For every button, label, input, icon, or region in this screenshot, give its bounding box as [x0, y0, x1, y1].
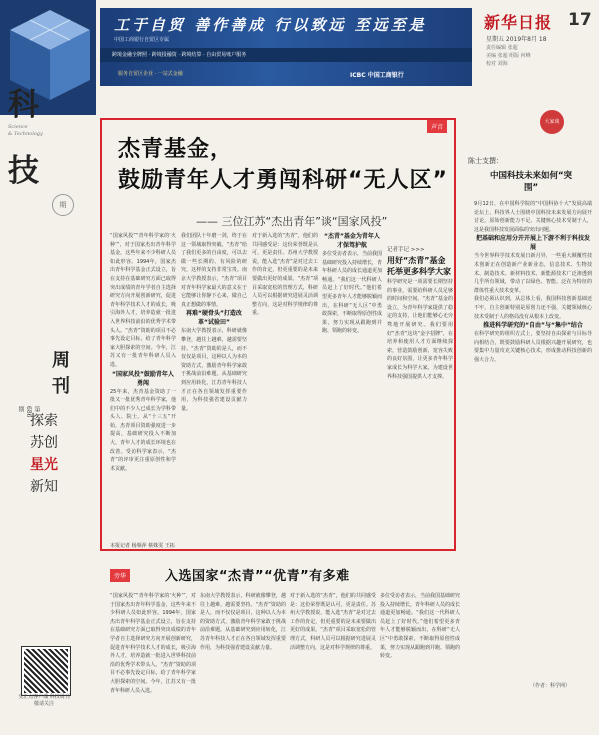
page-number: 17	[568, 10, 592, 30]
article-column-4	[322, 232, 382, 538]
bottom-col-3	[290, 592, 376, 728]
char-ji: 技	[8, 153, 39, 189]
bottom-col-2	[200, 592, 286, 728]
editor-text: 科学研究是一项需要长期坚持的事业，需要给科研人员足够的时间和空间。“杰青”基金的设立，为青年科学家提供了稳定的支持，让他们能够心无旁骛地开展研究。我们要用好“杰青”这块“金字招牌”，在培养和使用人才方面继续探索，营造鼓励创新、宽容失败的良好氛围，让更多青年科学家成长为科学大家，为建设世界科技强国提供人才支撑。	[387, 279, 453, 380]
banner-strip-text: 跨境金融全牌照 · 跨境投融资 · 跨境结算 · 自由贸易账户服务	[112, 52, 247, 58]
side-signature: （作者：科学网）	[530, 683, 571, 689]
right-column	[468, 110, 594, 690]
article-byline: 本报记者 杨频萍 蔡姝雯 王拓	[110, 543, 175, 549]
meta-editor: 责任编辑 张超	[486, 45, 518, 51]
side-text3: 我们必须认识到，从总体上看，我国科技创新基础还不牢，自主创新特别是原创力还不强，关键领域核心技术受制于人的格局没有从根本上改变。	[474, 296, 592, 320]
bottom-text-2: 东南大学教授表示，科研就像攀登，越往上越难，越需要坚持。“杰青”资助的是人，而不仅仅是项目，这种以人为本的资助方式，激励青年科学家敢于挑战前沿难题。从基础研究到应用转化，江苏青年科技人才正在各自领域发挥重要作用，为科技强省建设贡献力量。	[200, 593, 286, 651]
side-text2: 当今世界科学技术发展日新月异，一些重大颠覆性技术创新正在创造新产业新业态，信息技术、生物技术、制造技术、新材料技术、新能源技术广泛渗透到几乎所有领域，带动了以绿色、智能、泛在为特征的群体性重大技术变革。	[474, 253, 592, 294]
col2-heading: 再难“硬骨头”打造改革“试验田”	[186, 310, 242, 327]
article-subhead: —— 三位江苏“杰出青年”谈“国家风投”	[196, 215, 388, 228]
editor-column	[387, 278, 453, 538]
qr-code[interactable]	[22, 647, 70, 695]
zhoukan-label: 周刊	[52, 350, 70, 397]
article-column-2	[181, 232, 247, 538]
banner-subtitle: 中国工商银行自贸区专属	[114, 37, 170, 43]
section-en-1: Science	[8, 124, 28, 130]
qi-circle: 期	[52, 194, 74, 216]
headline-line2: 鼓励青年人才勇闯科研“无人区”	[118, 168, 448, 193]
editor-title: 用好“杰青”基金托举更多科学大家	[387, 256, 451, 276]
tag-suchuang: 苏创	[30, 435, 58, 451]
banner-slogan: 工于自贸 善作善成 行以致远 至远至是	[114, 16, 427, 34]
side-body	[474, 200, 592, 680]
editor-label: 记者手记 >>>	[387, 247, 425, 253]
article-headline	[118, 134, 448, 196]
col1-text2: 25年来，杰青基金资助了一批又一批优秀青年科学家，他们中的不少人已成长为学科带头人、院士。从“十三五”开始，杰青项目资助强度进一步提高，基础研究投入不断加大，青年人才的成长环境也在改善。受访科学家表示，“杰青”的评审更注重原创性和学术贡献。	[110, 388, 176, 472]
dajiatan-badge: 大家谈	[540, 110, 564, 134]
col1-text: “国家风投”“青年科学家的‘火种’”，对于国家杰出青年科学基金，这些年来不少科研人员如此形容。1994年，国家杰出青年科学基金正式设立，旨在支持在基础研究方面已取得突出成绩的青年学者自主选择研究方向开展创新研究，促进青年科学技术人才的成长，吸引海外人才，培养造就一批进入世界科技前沿的优秀学术带头人。“杰青”资助的项目不必事先设定目标，给了青年科学家大胆探索的空间。今年，江苏又有一批青年科研人员入选。	[110, 233, 176, 368]
bottom-col-4	[380, 592, 460, 728]
banner-strip	[100, 48, 472, 62]
banner-tag: 服务自贸区企业 · 一站式金融	[118, 71, 183, 77]
col2-text: 我们团队十年磨一剑，终于在这一领域取得突破。“杰青”给了我们更多的自由度，可以去做一些长期的、有风险的研究，这样的支持非常宝贵。南京大学教授表示，“杰青”项目对青年科学家最大的意义在于它能够让你静下心来，做自己真正想做的事情。	[181, 233, 247, 308]
col3-text: 对于新入选的“杰青”，他们的共同感受是：这份荣誉既是认可，更是责任。苏州大学教授说，能入选“杰青”是对过去工作的肯定，但更重要的是未来要做出更好的成果。“杰青”项目采取宽松的管理方式，科研人员可以根据研究进展灵活调整方向，这是对科学规律的尊重。	[252, 233, 318, 317]
char-ke: 科	[8, 87, 39, 123]
issue-date: 星期五 2019年8月 18	[486, 36, 547, 43]
article-column-1	[110, 232, 176, 538]
tag-explore: 探索	[30, 413, 58, 429]
qr-caption: 交汇点客户端 科技周刊 敬请关注	[18, 694, 70, 707]
tag-xinzhi: 新知	[30, 479, 58, 495]
side-text1: 9月12日，在中国科学院的“中国科协十大”发展高端论坛上，科技界人士围绕中国科技未来发展方向展开讨论。原始创新能力不足、关键核心技术受制于人，这是我国科技发展面临的突出问题。	[474, 201, 592, 233]
side-heading1: 把基础和应用分开开展上下游不利于科技发展	[475, 235, 590, 252]
article-column-3	[252, 232, 318, 538]
headline-line1: 杰青基金，	[118, 137, 234, 162]
bottom-headline: 入选国家“杰青”“优青”有多难	[165, 569, 350, 584]
bottom-text-4: 多位受访者表示，当前我国基础研究投入持续增长，青年科研人员的成长通道更加畅通。“我们这一代科研人员赶上了好时代。”他们希望更多青年人才能够脱颖而出，在科研“无人区”中勇敢探索，不断取得原创性成果，努力实现从跟跑到并跑、领跑的转变。	[380, 593, 460, 660]
edition-meta	[486, 36, 596, 68]
meta-design: 美编 张超 组版 何峰	[486, 53, 531, 59]
section-title	[8, 86, 86, 418]
col2-text2: 东南大学教授表示，科研就像攀登，越往上越难，越需要坚持。“杰青”资助的是人，而不仅仅是项目，这种以人为本的资助方式，激励青年科学家敢于挑战前沿难题。从基础研究到应用转化，江苏青年科技人才正在各自领域发挥重要作用，为科技强省建设贡献力量。	[181, 328, 247, 412]
meta-proof: 校对 刘海	[486, 61, 508, 67]
section-tags	[30, 410, 62, 498]
side-text4: 在科学研究的组织方式上，要坚持自由探索与目标导向相结合，既要鼓励科研人员根据兴趣开展研究，也要集中力量攻克关键核心技术，形成推动科技创新的强大合力。	[474, 331, 592, 363]
paper-logo: 新华日报	[484, 13, 553, 32]
voice-tag: 声音	[427, 120, 447, 133]
bank-logo: ICBC 中国工商银行	[350, 72, 404, 79]
tag-xingguang: 星光	[30, 457, 58, 473]
issue-number: 第686期	[17, 406, 40, 418]
bottom-text-1: “国家风投”“青年科学家的‘火种’”，对于国家杰出青年科学基金，这些年来不少科研人员如此形容。1994年，国家杰出青年科学基金正式设立，旨在支持在基础研究方面已取得突出成绩的青年学者自主选择研究方向开展创新研究，促进青年科学技术人才的成长，吸引海外人才，培养造就一批进入世界科技前沿的优秀学术带头人。“杰青”资助的项目不必事先设定目标，给了青年科学家大胆探索的空间。今年，江苏又有一批青年科研人员入选。	[110, 593, 196, 694]
editor-note	[387, 245, 453, 277]
side-title: 中国科技未来如何“突围”	[489, 171, 573, 193]
bottom-col-1	[110, 592, 196, 728]
ad-banner[interactable]	[100, 8, 472, 86]
bottom-tag: 旁华	[110, 569, 130, 582]
col3-heading: “杰青”基金为青年人才保驾护航	[324, 233, 380, 249]
col3-text2: 多位受访者表示，当前我国基础研究投入持续增长，青年科研人员的成长通道更加畅通。“我们这一代科研人员赶上了好时代。”他们希望更多青年人才能够脱颖而出，在科研“无人区”中勇敢探索，不断取得原创性成果，努力实现从跟跑到并跑、领跑的转变。	[322, 251, 382, 335]
bottom-text-3: 对于新入选的“杰青”，他们的共同感受是：这份荣誉既是认可，更是责任。苏州大学教授说，能入选“杰青”是对过去工作的肯定，但更重要的是未来要做出更好的成果。“杰青”项目采取宽松的管理方式，科研人员可以根据研究进展灵活调整方向，这是对科学规律的尊重。	[290, 593, 376, 651]
col1-heading: “国家风投”鼓励青年人勇闯	[112, 370, 174, 387]
section-en-2: & Technology	[8, 131, 43, 137]
side-heading2: 推进科学研究的“自由”与“集中”结合	[483, 322, 583, 330]
side-author: 陈士支撰：	[468, 157, 503, 165]
